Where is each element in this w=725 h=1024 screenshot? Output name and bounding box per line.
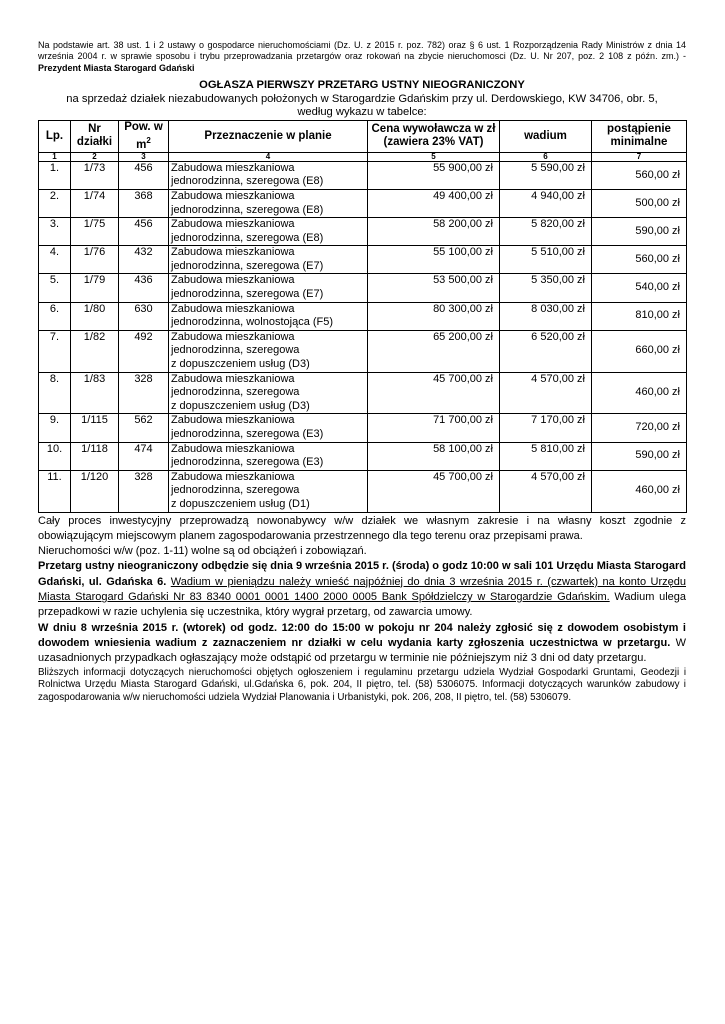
row-wadium: 4 570,00 zł <box>500 470 592 512</box>
row-powierzchnia: 436 <box>119 274 169 302</box>
przeznaczenie-line: Zabudowa mieszkaniowa <box>171 372 295 385</box>
row-przeznaczenie <box>169 414 368 442</box>
przeznaczenie-line: Zabudowa mieszkaniowa <box>171 330 295 343</box>
row-postapienie: 560,00 zł <box>592 246 687 274</box>
row-lp: 10. <box>39 442 71 470</box>
row-postapienie: 560,00 zł <box>592 161 687 189</box>
przeznaczenie-line: jednorodzinna, szeregowa (E7) <box>171 259 324 272</box>
row-nr-dzialki: 1/76 <box>71 246 119 274</box>
row-wadium: 5 590,00 zł <box>500 161 592 189</box>
col-number: 7 <box>592 152 687 161</box>
legal-basis-text: Na podstawie art. 38 ust. 1 i 2 ustawy o gospodarce nieruchomościami (Dz. U. z 2015 r. poz. 782) oraz § 6 ust. 1 Rozporządzenia Rady Ministrów z dnia 14 września 2004 r. w sprawie sposobu i trybu przeprowadzania przetargów oraz rokowań na zbycie nieruchomosci (Dz. U. Nr 207, poz. 2 108 z późn. zm.) - <box>38 40 686 62</box>
row-cena: 55 900,00 zł <box>368 161 500 189</box>
row-wadium: 5 510,00 zł <box>500 246 592 274</box>
announcement-title: OGŁASZA PIERWSZY PRZETARG USTNY NIEOGRANICZONY <box>199 78 525 91</box>
col-header-lp: Lp. <box>39 120 71 152</box>
row-wadium: 4 940,00 zł <box>500 189 592 217</box>
row-przeznaczenie <box>169 442 368 470</box>
col-header-postapienie: postąpienie minimalne <box>592 120 687 152</box>
col-header-pow <box>119 120 169 152</box>
row-lp: 6. <box>39 302 71 330</box>
przeznaczenie-line: jednorodzinna, szeregowa <box>171 344 300 357</box>
table-row <box>39 330 687 372</box>
przeznaczenie-line: jednorodzinna, szeregowa <box>171 484 300 497</box>
col-number: 5 <box>368 152 500 161</box>
row-nr-dzialki: 1/118 <box>71 442 119 470</box>
plots-table <box>38 120 687 513</box>
row-wadium: 4 570,00 zł <box>500 372 592 414</box>
paragraph-registration <box>38 621 686 667</box>
row-lp: 1. <box>39 161 71 189</box>
row-cena: 58 200,00 zł <box>368 218 500 246</box>
col-header-pow-text: Pow. w m <box>124 120 163 151</box>
row-powierzchnia: 456 <box>119 218 169 246</box>
row-przeznaczenie <box>169 372 368 414</box>
row-cena: 71 700,00 zł <box>368 414 500 442</box>
row-powierzchnia: 474 <box>119 442 169 470</box>
row-nr-dzialki: 1/74 <box>71 189 119 217</box>
col-header-wadium: wadium <box>500 120 592 152</box>
table-body <box>39 161 687 512</box>
row-wadium: 5 820,00 zł <box>500 218 592 246</box>
row-postapienie: 460,00 zł <box>592 470 687 512</box>
row-cena: 80 300,00 zł <box>368 302 500 330</box>
table-row <box>39 414 687 442</box>
table-row <box>39 442 687 470</box>
table-row <box>39 470 687 512</box>
row-przeznaczenie <box>169 330 368 372</box>
withdrawal-text: W uzasadnionych przypadkach ogłaszający może odstąpić od przetargu w terminie nie późniejszym niż 3 dni od daty przetargu. <box>38 636 686 665</box>
col-number: 1 <box>39 152 71 161</box>
registration-text: W dniu 8 września 2015 r. (wtorek) od godz. 12:00 do 15:00 w pokoju nr 204 należy zgłosić się z dowodem osobistym i dowodem wniesienia wadium z zaznaczeniem nr działki w celu wydania karty zgłoszenia uczestnictwa w przetargu. <box>38 621 686 649</box>
table-row <box>39 218 687 246</box>
przeznaczenie-line: Zabudowa mieszkaniowa <box>171 246 295 259</box>
col-number: 4 <box>169 152 368 161</box>
przeznaczenie-line: Zabudowa mieszkaniowa <box>171 274 295 287</box>
row-przeznaczenie <box>169 218 368 246</box>
row-przeznaczenie <box>169 246 368 274</box>
table-row <box>39 246 687 274</box>
row-przeznaczenie <box>169 302 368 330</box>
row-nr-dzialki: 1/115 <box>71 414 119 442</box>
row-postapienie: 720,00 zł <box>592 414 687 442</box>
row-lp: 3. <box>39 218 71 246</box>
row-wadium: 7 170,00 zł <box>500 414 592 442</box>
przeznaczenie-line: Zabudowa mieszkaniowa <box>171 161 295 174</box>
row-cena: 49 400,00 zł <box>368 189 500 217</box>
row-powierzchnia: 492 <box>119 330 169 372</box>
row-powierzchnia: 328 <box>119 372 169 414</box>
row-lp: 4. <box>39 246 71 274</box>
signatory: Prezydent Miasta Starogard Gdański <box>38 62 195 73</box>
przeznaczenie-line: jednorodzinna, szeregowa (E3) <box>171 428 324 440</box>
row-postapienie: 660,00 zł <box>592 330 687 372</box>
row-nr-dzialki: 1/120 <box>71 470 119 512</box>
col-header-nr: Nr działki <box>71 120 119 152</box>
przeznaczenie-line: jednorodzinna, szeregowa (E8) <box>171 231 324 244</box>
row-wadium: 5 350,00 zł <box>500 274 592 302</box>
row-lp: 9. <box>39 414 71 442</box>
col-number: 2 <box>71 152 119 161</box>
legal-basis <box>38 40 686 74</box>
row-postapienie: 590,00 zł <box>592 218 687 246</box>
row-nr-dzialki: 1/79 <box>71 274 119 302</box>
przeznaczenie-line: Zabudowa mieszkaniowa <box>171 470 295 483</box>
przeznaczenie-line: jednorodzinna, szeregowa (E7) <box>171 288 324 301</box>
row-cena: 65 200,00 zł <box>368 330 500 372</box>
col-number: 6 <box>500 152 592 161</box>
row-wadium: 8 030,00 zł <box>500 302 592 330</box>
row-lp: 11. <box>39 470 71 512</box>
przeznaczenie-line: Zabudowa mieszkaniowa <box>171 414 295 427</box>
row-nr-dzialki: 1/83 <box>71 372 119 414</box>
row-nr-dzialki: 1/73 <box>71 161 119 189</box>
row-postapienie: 810,00 zł <box>592 302 687 330</box>
row-nr-dzialki: 1/75 <box>71 218 119 246</box>
column-number-row <box>39 152 687 161</box>
przeznaczenie-line: jednorodzinna, szeregowa (E8) <box>171 203 324 216</box>
table-header-row <box>39 120 687 152</box>
przeznaczenie-line: Zabudowa mieszkaniowa <box>171 189 295 202</box>
przeznaczenie-line: Zabudowa mieszkaniowa <box>171 442 295 455</box>
col-header-cena: Cena wywoławcza w zł (zawiera 23% VAT) <box>368 120 500 152</box>
row-powierzchnia: 368 <box>119 189 169 217</box>
przeznaczenie-line: jednorodzinna, szeregowa <box>171 386 300 399</box>
row-lp: 7. <box>39 330 71 372</box>
table-row <box>39 302 687 330</box>
row-powierzchnia: 432 <box>119 246 169 274</box>
row-powierzchnia: 456 <box>119 161 169 189</box>
przeznaczenie-line: jednorodzinna, wolnostojąca (F5) <box>171 316 334 329</box>
auction-date-text: Przetarg ustny nieograniczony odbędzie się dnia 9 września 2015 r. (środa) o godz 10:00 w sali 101 Urzędu Miasta Starogard Gdański, ul. Gdańska 6. <box>38 560 686 588</box>
row-cena: 55 100,00 zł <box>368 246 500 274</box>
row-wadium: 6 520,00 zł <box>500 330 592 372</box>
przeznaczenie-line: jednorodzinna, szeregowa (E8) <box>171 175 324 188</box>
announcement-body <box>38 514 686 705</box>
row-cena: 45 700,00 zł <box>368 372 500 414</box>
col-number: 3 <box>119 152 169 161</box>
col-header-pow-sup: 2 <box>146 135 151 145</box>
row-lp: 2. <box>39 189 71 217</box>
row-powierzchnia: 562 <box>119 414 169 442</box>
paragraph-contact: Bliższych informacji dotyczących nieruchomości objętych ogłoszeniem i regulaminu przetargu udziela Wydział Gospodarki Gruntami, Geodezji i Rolnictwa Urzędu Miasta Starogard Gdański, ul.Gdańska 6, pok. 204, II piętro, tel. (58) 5306075. Informacji dotyczących warunków zabudowy i zagospodarowania w/w nieruchomości udziela Wydział Planowania i Urbanistyki, pok. 206, 208, II piętro, tel. (58) 5306079. <box>38 666 686 703</box>
announcement-subtitle: na sprzedaż działek niezabudowanych położonych w Starogardzie Gdańskim przy ul. Derdowskiego, KW 34706, obr. 5, <box>66 92 658 105</box>
row-przeznaczenie <box>169 161 368 189</box>
row-przeznaczenie <box>169 470 368 512</box>
row-postapienie: 460,00 zł <box>592 372 687 414</box>
col-header-przeznaczenie: Przeznaczenie w planie <box>169 120 368 152</box>
paragraph-auction-date <box>38 559 686 620</box>
przeznaczenie-line: z dopuszczeniem usług (D3) <box>171 358 310 371</box>
row-nr-dzialki: 1/80 <box>71 302 119 330</box>
table-row <box>39 161 687 189</box>
row-postapienie: 590,00 zł <box>592 442 687 470</box>
row-powierzchnia: 630 <box>119 302 169 330</box>
row-wadium: 5 810,00 zł <box>500 442 592 470</box>
row-lp: 5. <box>39 274 71 302</box>
announcement-page <box>38 40 686 704</box>
table-row <box>39 189 687 217</box>
deposit-forfeit-text: Wadium ulega przepadkowi w razie uchylenia się uczestnika, który wygrał przetarg, od zawarcia umowy. <box>38 591 686 619</box>
row-cena: 53 500,00 zł <box>368 274 500 302</box>
row-przeznaczenie <box>169 274 368 302</box>
row-przeznaczenie <box>169 189 368 217</box>
table-row <box>39 274 687 302</box>
paragraph-encumbrances: Nieruchomości w/w (poz. 1-11) wolne są od obciążeń i zobowiązań. <box>38 545 367 558</box>
announcement-subtitle-2: według wykazu w tabelce: <box>297 105 427 118</box>
row-postapienie: 540,00 zł <box>592 274 687 302</box>
row-cena: 58 100,00 zł <box>368 442 500 470</box>
row-cena: 45 700,00 zł <box>368 470 500 512</box>
przeznaczenie-line: z dopuszczeniem usług (D3) <box>171 399 310 412</box>
przeznaczenie-line: z dopuszczeniem usług (D1) <box>171 497 310 510</box>
row-lp: 8. <box>39 372 71 414</box>
przeznaczenie-line: jednorodzinna, szeregowa (E3) <box>171 456 324 469</box>
paragraph-investment: Cały proces inwestycyjny przeprowadzą nowonabywcy w/w działek we własnym zakresie i na własny koszt zgodnie z obowiązującym miejscowym planem zagospodarowania przestrzennego dla tego terenu oraz przepisami prawa. <box>38 514 686 542</box>
row-powierzchnia: 328 <box>119 470 169 512</box>
row-postapienie: 500,00 zł <box>592 189 687 217</box>
przeznaczenie-line: Zabudowa mieszkaniowa <box>171 302 295 315</box>
table-row <box>39 372 687 414</box>
przeznaczenie-line: Zabudowa mieszkaniowa <box>171 218 295 231</box>
row-nr-dzialki: 1/82 <box>71 330 119 372</box>
deposit-account-text: Wadium w pieniądzu należy wnieść najpóźniej do dnia 3 września 2015 r. (czwartek) na konto Urzędu Miasta Starogard Gdański Nr 83 8340 0001 0001 1400 2000 0005 Bank Spółdzielczy w Starogardzie Gdańskim. <box>38 575 686 604</box>
